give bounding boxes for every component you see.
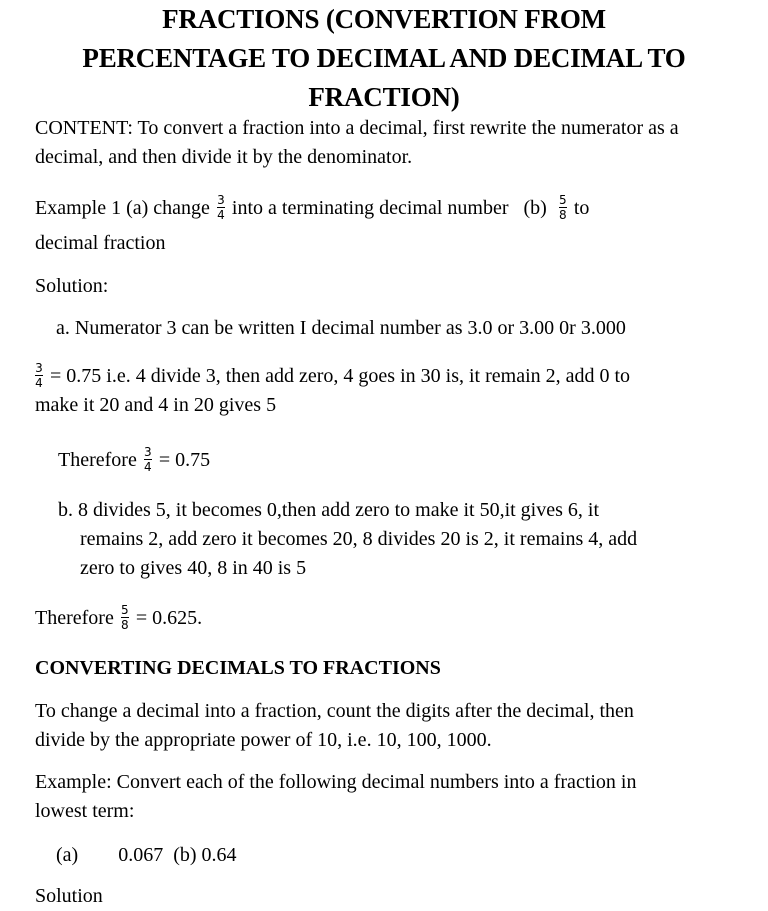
therefore-b-result: = 0.625. bbox=[135, 607, 203, 629]
item-a-label: (a) bbox=[56, 844, 79, 866]
fraction-numerator: 3 bbox=[217, 192, 225, 207]
fraction-denominator: 8 bbox=[121, 617, 129, 632]
fraction-numerator: 5 bbox=[121, 602, 129, 617]
item-b: (b) 0.64 bbox=[173, 844, 237, 866]
fraction-denominator: 8 bbox=[559, 207, 567, 222]
fraction-3-4 bbox=[144, 446, 152, 473]
section-2-solution-label: Solution bbox=[35, 885, 103, 907]
step-b-line-1: b. 8 divides 5, it becomes 0,then add zero to make it 50,it gives 6, it bbox=[58, 499, 600, 521]
therefore-b bbox=[35, 604, 738, 633]
step-b-line-3: zero to gives 40, 8 in 40 is 5 bbox=[80, 557, 307, 579]
solution-label: Solution: bbox=[35, 275, 109, 297]
example-1-line-2: decimal fraction bbox=[35, 232, 166, 254]
fraction-denominator: 4 bbox=[144, 459, 152, 474]
title-line-2: PERCENTAGE TO DECIMAL AND DECIMAL TO bbox=[82, 43, 686, 73]
therefore-a-result: = 0.75 bbox=[158, 449, 211, 471]
therefore-a bbox=[58, 446, 738, 475]
therefore-b-prefix: Therefore bbox=[35, 607, 114, 629]
therefore-a-prefix: Therefore bbox=[58, 449, 137, 471]
fraction-5-8 bbox=[559, 194, 567, 221]
section-2-para-line-2: divide by the appropriate power of 10, i.e. 10, 100, 1000. bbox=[35, 729, 492, 751]
step-a-calc-text-2: make it 20 and 4 in 20 gives 5 bbox=[35, 394, 277, 416]
title-line-1: FRACTIONS (CONVERTION FROM bbox=[162, 4, 606, 34]
fraction-5-8 bbox=[121, 604, 129, 631]
section-2-example bbox=[35, 768, 738, 826]
fraction-numerator: 3 bbox=[144, 444, 152, 459]
example-1-b-label: (b) bbox=[523, 197, 547, 219]
section-2-example-line-2: lowest term: bbox=[35, 800, 135, 822]
fraction-3-4 bbox=[217, 194, 225, 221]
fraction-3-4 bbox=[35, 362, 43, 389]
title-line-3: FRACTION) bbox=[308, 82, 460, 112]
step-b bbox=[58, 496, 738, 583]
example-1-prefix: Example 1 (a) change bbox=[35, 197, 210, 219]
section-2-para-line-1: To change a decimal into a fraction, count the digits after the decimal, then bbox=[35, 700, 634, 722]
section-heading: CONVERTING DECIMALS TO FRACTIONS bbox=[35, 657, 441, 679]
fraction-numerator: 5 bbox=[559, 192, 567, 207]
fraction-denominator: 4 bbox=[35, 375, 43, 390]
step-a-calculation bbox=[35, 362, 738, 420]
intro-paragraph: CONTENT: To convert a fraction into a decimal, first rewrite the numerator as a decimal, and then divide it by the denominator. bbox=[35, 117, 679, 168]
page-title bbox=[0, 0, 768, 117]
example-1 bbox=[35, 194, 738, 258]
example-1-suffix: to bbox=[573, 197, 590, 219]
section-2-paragraph bbox=[35, 697, 738, 755]
section-2-example-line-1: Example: Convert each of the following decimal numbers into a fraction in bbox=[35, 771, 637, 793]
item-a-value: 0.067 bbox=[118, 844, 164, 866]
fraction-numerator: 3 bbox=[35, 360, 43, 375]
step-b-line-2: remains 2, add zero it becomes 20, 8 divides 20 is 2, it remains 4, add bbox=[80, 528, 638, 550]
section-2-items bbox=[56, 841, 738, 870]
example-1-middle: into a terminating decimal number bbox=[231, 197, 509, 219]
step-a: a. Numerator 3 can be written I decimal number as 3.0 or 3.00 0r 3.000 bbox=[56, 317, 626, 339]
step-a-calc-text: = 0.75 i.e. 4 divide 3, then add zero, 4 goes in 30 is, it remain 2, add 0 to bbox=[50, 365, 631, 387]
fraction-denominator: 4 bbox=[217, 207, 225, 222]
